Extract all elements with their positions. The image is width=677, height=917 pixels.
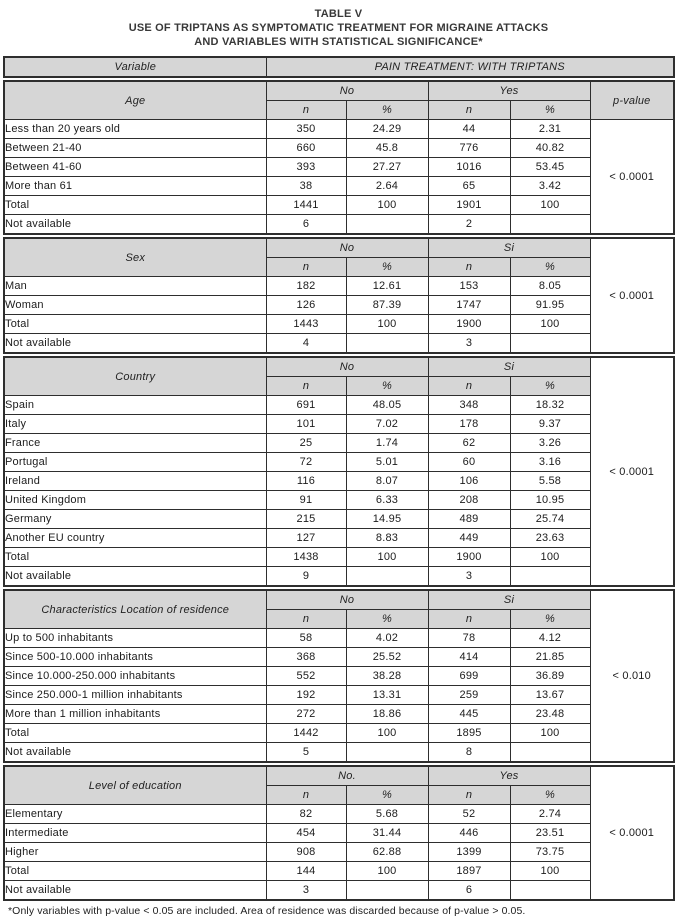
cell-yes-pct bbox=[510, 334, 590, 354]
section-label-age: Age bbox=[4, 81, 266, 120]
cell-no-pct: 31.44 bbox=[346, 824, 428, 843]
p-value-cell-age: < 0.0001 bbox=[590, 120, 674, 235]
cell-no-pct: 12.61 bbox=[346, 277, 428, 296]
cell-no-n: 182 bbox=[266, 277, 346, 296]
cell-no-pct: 5.01 bbox=[346, 453, 428, 472]
data-row bbox=[4, 334, 674, 354]
cell-no-n: 1441 bbox=[266, 196, 346, 215]
section-band-row bbox=[4, 766, 674, 786]
section-label-sex: Sex bbox=[4, 238, 266, 277]
data-row bbox=[4, 862, 674, 881]
row-label: Since 250.000-1 million inhabitants bbox=[4, 686, 266, 705]
cell-yes-pct: 36.89 bbox=[510, 667, 590, 686]
cell-yes-pct: 2.31 bbox=[510, 120, 590, 139]
cell-yes-pct: 100 bbox=[510, 724, 590, 743]
p-value-cell-education: < 0.0001 bbox=[590, 766, 674, 900]
cell-yes-pct: 13.67 bbox=[510, 686, 590, 705]
cell-yes-pct: 9.37 bbox=[510, 415, 590, 434]
data-row bbox=[4, 472, 674, 491]
row-label: Between 41-60 bbox=[4, 158, 266, 177]
col-n-label-no: n bbox=[266, 101, 346, 120]
cell-no-pct: 38.28 bbox=[346, 667, 428, 686]
col-n-label-yes: n bbox=[428, 610, 510, 629]
footnote: *Only variables with p-value < 0.05 are included. Area of residence was discarded because of p-value > 0.05. bbox=[8, 905, 526, 917]
row-label: Total bbox=[4, 548, 266, 567]
cell-yes-pct: 25.74 bbox=[510, 510, 590, 529]
cell-no-pct: 5.68 bbox=[346, 805, 428, 824]
cell-yes-n: 3 bbox=[428, 334, 510, 354]
cell-no-n: 660 bbox=[266, 139, 346, 158]
cell-no-n: 91 bbox=[266, 491, 346, 510]
row-label: Man bbox=[4, 277, 266, 296]
col-pct-label-no: % bbox=[346, 258, 428, 277]
cell-yes-pct: 3.26 bbox=[510, 434, 590, 453]
cell-yes-n: 2 bbox=[428, 215, 510, 235]
table-sections bbox=[3, 80, 674, 901]
cell-yes-pct bbox=[510, 567, 590, 587]
section-table-education bbox=[3, 765, 675, 901]
cell-yes-n: 6 bbox=[428, 881, 510, 901]
table-caption bbox=[0, 0, 677, 49]
cell-no-pct: 62.88 bbox=[346, 843, 428, 862]
data-row bbox=[4, 158, 674, 177]
section-label-country: Country bbox=[4, 357, 266, 396]
cell-yes-n: 1016 bbox=[428, 158, 510, 177]
row-label: Total bbox=[4, 724, 266, 743]
data-row bbox=[4, 686, 674, 705]
row-label: United Kingdom bbox=[4, 491, 266, 510]
cell-yes-pct: 23.51 bbox=[510, 824, 590, 843]
cell-no-pct: 2.64 bbox=[346, 177, 428, 196]
cell-yes-pct: 73.75 bbox=[510, 843, 590, 862]
row-label: Less than 20 years old bbox=[4, 120, 266, 139]
col-n-label-no: n bbox=[266, 377, 346, 396]
row-label: Total bbox=[4, 315, 266, 334]
col-n-label-yes: n bbox=[428, 101, 510, 120]
row-label: More than 61 bbox=[4, 177, 266, 196]
col-pct-label-yes: % bbox=[510, 377, 590, 396]
cell-no-pct: 1.74 bbox=[346, 434, 428, 453]
cell-yes-n: 62 bbox=[428, 434, 510, 453]
cell-no-n: 1443 bbox=[266, 315, 346, 334]
cell-no-n: 1438 bbox=[266, 548, 346, 567]
row-label: Since 10.000-250.000 inhabitants bbox=[4, 667, 266, 686]
data-row bbox=[4, 510, 674, 529]
section-band-row bbox=[4, 81, 674, 101]
cell-yes-pct: 5.58 bbox=[510, 472, 590, 491]
row-label: Higher bbox=[4, 843, 266, 862]
cell-no-pct: 6.33 bbox=[346, 491, 428, 510]
cell-no-pct: 4.02 bbox=[346, 629, 428, 648]
cell-no-n: 4 bbox=[266, 334, 346, 354]
cell-no-n: 5 bbox=[266, 743, 346, 763]
cell-no-pct: 48.05 bbox=[346, 396, 428, 415]
cell-yes-pct: 100 bbox=[510, 315, 590, 334]
cell-no-pct: 100 bbox=[346, 724, 428, 743]
cell-yes-pct: 8.05 bbox=[510, 277, 590, 296]
cell-no-n: 6 bbox=[266, 215, 346, 235]
cell-yes-n: 44 bbox=[428, 120, 510, 139]
cell-yes-pct bbox=[510, 743, 590, 763]
section-band-row bbox=[4, 357, 674, 377]
cell-no-pct bbox=[346, 215, 428, 235]
cell-yes-pct: 3.42 bbox=[510, 177, 590, 196]
cell-no-n: 126 bbox=[266, 296, 346, 315]
cell-yes-pct bbox=[510, 215, 590, 235]
cell-no-n: 454 bbox=[266, 824, 346, 843]
row-label: Intermediate bbox=[4, 824, 266, 843]
cell-yes-n: 1895 bbox=[428, 724, 510, 743]
row-label: Up to 500 inhabitants bbox=[4, 629, 266, 648]
cell-yes-n: 60 bbox=[428, 453, 510, 472]
group-no-label: No bbox=[266, 238, 428, 258]
section-table-country bbox=[3, 356, 675, 587]
cell-no-n: 393 bbox=[266, 158, 346, 177]
cell-yes-n: 8 bbox=[428, 743, 510, 763]
group-yes-label: Yes bbox=[428, 81, 590, 101]
cell-yes-n: 1897 bbox=[428, 862, 510, 881]
cell-no-pct: 87.39 bbox=[346, 296, 428, 315]
cell-no-n: 144 bbox=[266, 862, 346, 881]
cell-no-n: 9 bbox=[266, 567, 346, 587]
cell-yes-pct: 23.48 bbox=[510, 705, 590, 724]
cell-yes-n: 259 bbox=[428, 686, 510, 705]
p-value-cell-sex: < 0.0001 bbox=[590, 238, 674, 353]
cell-no-pct: 14.95 bbox=[346, 510, 428, 529]
data-row bbox=[4, 724, 674, 743]
row-label: Between 21-40 bbox=[4, 139, 266, 158]
p-value-cell-residence: < 0.010 bbox=[590, 590, 674, 762]
cell-yes-n: 348 bbox=[428, 396, 510, 415]
group-no-label: No bbox=[266, 590, 428, 610]
cell-yes-n: 699 bbox=[428, 667, 510, 686]
cell-no-n: 272 bbox=[266, 705, 346, 724]
p-value-cell-country: < 0.0001 bbox=[590, 357, 674, 586]
col-n-label-no: n bbox=[266, 610, 346, 629]
section-band-row bbox=[4, 590, 674, 610]
cell-yes-n: 3 bbox=[428, 567, 510, 587]
col-pct-label-no: % bbox=[346, 786, 428, 805]
cell-yes-n: 153 bbox=[428, 277, 510, 296]
cell-yes-n: 1900 bbox=[428, 548, 510, 567]
col-n-label-yes: n bbox=[428, 786, 510, 805]
section-table-age bbox=[3, 80, 675, 235]
col-pct-label-yes: % bbox=[510, 786, 590, 805]
row-label: Not available bbox=[4, 567, 266, 587]
row-label: More than 1 million inhabitants bbox=[4, 705, 266, 724]
cell-yes-n: 78 bbox=[428, 629, 510, 648]
cell-no-n: 215 bbox=[266, 510, 346, 529]
col-pct-label-no: % bbox=[346, 101, 428, 120]
cell-yes-n: 52 bbox=[428, 805, 510, 824]
statistics-table bbox=[3, 56, 674, 901]
row-label: Total bbox=[4, 196, 266, 215]
cell-no-n: 127 bbox=[266, 529, 346, 548]
row-label: Ireland bbox=[4, 472, 266, 491]
data-row bbox=[4, 491, 674, 510]
cell-no-n: 3 bbox=[266, 881, 346, 901]
cell-no-n: 1442 bbox=[266, 724, 346, 743]
row-label: Woman bbox=[4, 296, 266, 315]
cell-no-pct bbox=[346, 334, 428, 354]
group-yes-label: Si bbox=[428, 238, 590, 258]
section-table-residence bbox=[3, 589, 675, 763]
data-row bbox=[4, 843, 674, 862]
p-value-column-header: p-value bbox=[590, 81, 674, 120]
cell-no-pct: 13.31 bbox=[346, 686, 428, 705]
data-row bbox=[4, 705, 674, 724]
cell-no-pct: 100 bbox=[346, 862, 428, 881]
table-title-line1: USE OF TRIPTANS AS SYMPTOMATIC TREATMENT FOR MIGRAINE ATTACKS bbox=[128, 22, 549, 34]
group-yes-label: Yes bbox=[428, 766, 590, 786]
pain-treatment-header: PAIN TREATMENT: WITH TRIPTANS bbox=[266, 57, 674, 77]
cell-no-pct: 7.02 bbox=[346, 415, 428, 434]
data-row bbox=[4, 881, 674, 901]
cell-yes-n: 178 bbox=[428, 415, 510, 434]
row-label: Not available bbox=[4, 743, 266, 763]
data-row bbox=[4, 139, 674, 158]
cell-yes-n: 445 bbox=[428, 705, 510, 724]
col-pct-label-no: % bbox=[346, 610, 428, 629]
section-label-education: Level of education bbox=[4, 766, 266, 805]
cell-yes-pct: 4.12 bbox=[510, 629, 590, 648]
cell-no-pct: 18.86 bbox=[346, 705, 428, 724]
cell-no-pct: 100 bbox=[346, 196, 428, 215]
cell-yes-n: 776 bbox=[428, 139, 510, 158]
cell-yes-n: 449 bbox=[428, 529, 510, 548]
data-row bbox=[4, 743, 674, 763]
cell-no-pct: 100 bbox=[346, 315, 428, 334]
cell-no-n: 908 bbox=[266, 843, 346, 862]
group-no-label: No bbox=[266, 357, 428, 377]
row-label: Not available bbox=[4, 334, 266, 354]
data-row bbox=[4, 648, 674, 667]
col-pct-label-no: % bbox=[346, 377, 428, 396]
cell-yes-pct bbox=[510, 881, 590, 901]
cell-no-n: 552 bbox=[266, 667, 346, 686]
data-row bbox=[4, 277, 674, 296]
cell-yes-n: 1747 bbox=[428, 296, 510, 315]
cell-yes-n: 1900 bbox=[428, 315, 510, 334]
cell-yes-pct: 3.16 bbox=[510, 453, 590, 472]
group-no-label: No bbox=[266, 81, 428, 101]
cell-yes-pct: 91.95 bbox=[510, 296, 590, 315]
cell-yes-pct: 23.63 bbox=[510, 529, 590, 548]
cell-yes-pct: 53.45 bbox=[510, 158, 590, 177]
cell-no-pct bbox=[346, 743, 428, 763]
cell-yes-pct: 21.85 bbox=[510, 648, 590, 667]
row-label: Total bbox=[4, 862, 266, 881]
cell-yes-n: 414 bbox=[428, 648, 510, 667]
row-label: Not available bbox=[4, 215, 266, 235]
data-row bbox=[4, 396, 674, 415]
cell-yes-pct: 2.74 bbox=[510, 805, 590, 824]
cell-yes-pct: 40.82 bbox=[510, 139, 590, 158]
row-label: Italy bbox=[4, 415, 266, 434]
col-pct-label-yes: % bbox=[510, 258, 590, 277]
section-band-row bbox=[4, 238, 674, 258]
row-label: Another EU country bbox=[4, 529, 266, 548]
row-label: Not available bbox=[4, 881, 266, 901]
cell-no-n: 72 bbox=[266, 453, 346, 472]
cell-no-n: 350 bbox=[266, 120, 346, 139]
data-row bbox=[4, 629, 674, 648]
cell-no-pct: 24.29 bbox=[346, 120, 428, 139]
data-row bbox=[4, 315, 674, 334]
col-pct-label-yes: % bbox=[510, 101, 590, 120]
cell-no-pct: 8.83 bbox=[346, 529, 428, 548]
top-band-row bbox=[4, 57, 674, 77]
row-label: Spain bbox=[4, 396, 266, 415]
section-table-sex bbox=[3, 237, 675, 354]
group-no-label: No. bbox=[266, 766, 428, 786]
data-row bbox=[4, 453, 674, 472]
cell-yes-n: 1901 bbox=[428, 196, 510, 215]
table-title-line2: AND VARIABLES WITH STATISTICAL SIGNIFICANCE* bbox=[194, 36, 483, 48]
cell-no-n: 38 bbox=[266, 177, 346, 196]
col-n-label-yes: n bbox=[428, 258, 510, 277]
cell-yes-n: 208 bbox=[428, 491, 510, 510]
data-row bbox=[4, 529, 674, 548]
cell-no-n: 691 bbox=[266, 396, 346, 415]
cell-no-pct: 8.07 bbox=[346, 472, 428, 491]
row-label: France bbox=[4, 434, 266, 453]
col-n-label-yes: n bbox=[428, 377, 510, 396]
data-row bbox=[4, 824, 674, 843]
data-row bbox=[4, 567, 674, 587]
variable-column-header: Variable bbox=[4, 57, 266, 77]
cell-yes-n: 106 bbox=[428, 472, 510, 491]
cell-no-pct: 27.27 bbox=[346, 158, 428, 177]
cell-yes-pct: 10.95 bbox=[510, 491, 590, 510]
cell-yes-pct: 100 bbox=[510, 548, 590, 567]
col-n-label-no: n bbox=[266, 258, 346, 277]
cell-no-n: 116 bbox=[266, 472, 346, 491]
data-row bbox=[4, 667, 674, 686]
cell-no-n: 101 bbox=[266, 415, 346, 434]
cell-yes-n: 489 bbox=[428, 510, 510, 529]
cell-yes-pct: 100 bbox=[510, 862, 590, 881]
group-yes-label: Si bbox=[428, 357, 590, 377]
data-row bbox=[4, 805, 674, 824]
col-pct-label-yes: % bbox=[510, 610, 590, 629]
cell-no-n: 82 bbox=[266, 805, 346, 824]
cell-no-n: 368 bbox=[266, 648, 346, 667]
table-number: TABLE V bbox=[314, 8, 363, 20]
section-label-residence: Characteristics Location of residence bbox=[4, 590, 266, 629]
row-label: Portugal bbox=[4, 453, 266, 472]
row-label: Elementary bbox=[4, 805, 266, 824]
data-row bbox=[4, 296, 674, 315]
data-row bbox=[4, 215, 674, 235]
cell-no-pct: 45.8 bbox=[346, 139, 428, 158]
data-row bbox=[4, 120, 674, 139]
cell-no-n: 25 bbox=[266, 434, 346, 453]
group-yes-label: Si bbox=[428, 590, 590, 610]
cell-no-pct bbox=[346, 567, 428, 587]
cell-yes-n: 1399 bbox=[428, 843, 510, 862]
top-band-table bbox=[3, 56, 675, 78]
data-row bbox=[4, 196, 674, 215]
cell-yes-n: 65 bbox=[428, 177, 510, 196]
data-row bbox=[4, 177, 674, 196]
data-row bbox=[4, 415, 674, 434]
row-label: Germany bbox=[4, 510, 266, 529]
cell-no-n: 58 bbox=[266, 629, 346, 648]
cell-no-pct: 25.52 bbox=[346, 648, 428, 667]
cell-yes-pct: 18.32 bbox=[510, 396, 590, 415]
cell-no-pct: 100 bbox=[346, 548, 428, 567]
cell-no-n: 192 bbox=[266, 686, 346, 705]
cell-yes-pct: 100 bbox=[510, 196, 590, 215]
data-row bbox=[4, 548, 674, 567]
cell-no-pct bbox=[346, 881, 428, 901]
row-label: Since 500-10.000 inhabitants bbox=[4, 648, 266, 667]
data-row bbox=[4, 434, 674, 453]
col-n-label-no: n bbox=[266, 786, 346, 805]
cell-yes-n: 446 bbox=[428, 824, 510, 843]
